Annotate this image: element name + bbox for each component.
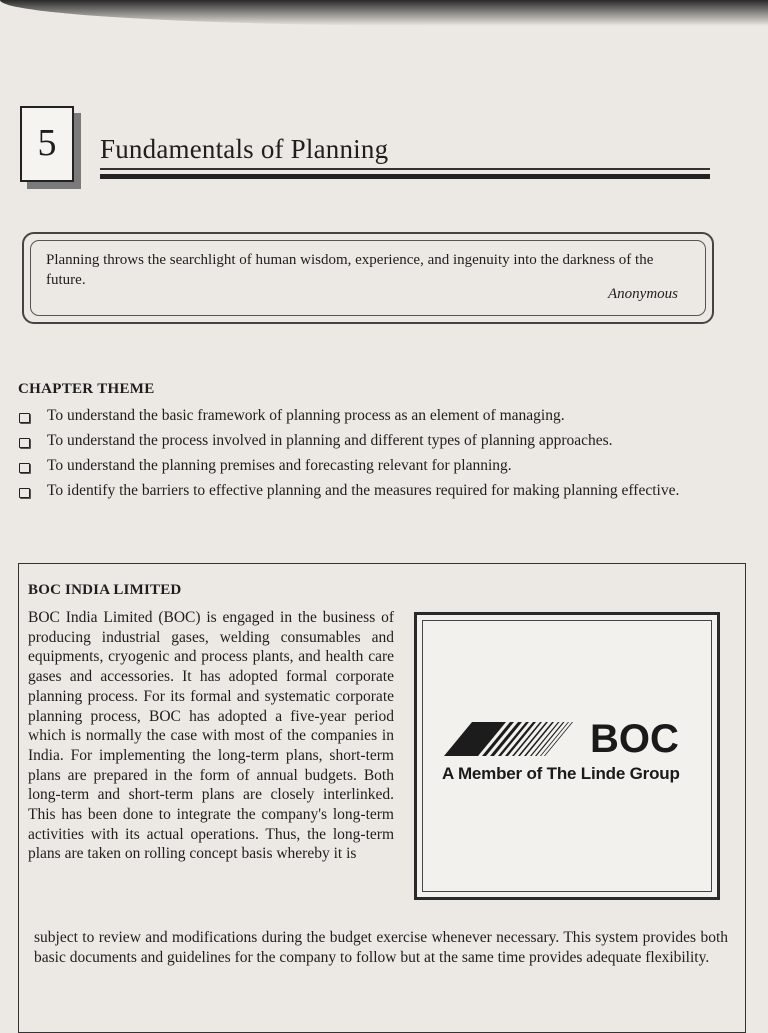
boc-stripes-icon [444,722,580,756]
chapter-title: Fundamentals of Planning [100,134,389,164]
theme-item [18,481,724,501]
theme-item-text: To understand the planning premises and forecasting relevant for planning. [47,457,512,474]
checkbox-bullet-icon [19,413,30,423]
quote-text: Planning throws the searchlight of human wisdom, experience, and ingenuity into the darkness of the future. [46,252,654,288]
theme-item [18,431,724,451]
quote-author: Anonymous [608,286,678,302]
title-rule-thin [100,168,710,170]
case-paragraph-bottom: subject to review and modifications during the budget exercise whenever necessary. This system provides both basic documents and guidelines for the company to follow but at the same time provides adequate flexibility. [34,929,728,966]
theme-item-text: To identify the barriers to effective planning and the measures required for making planning effective. [47,482,680,499]
theme-item [18,406,724,426]
checkbox-bullet-icon [19,438,30,448]
chapter-theme-list [18,406,724,506]
case-study-title: BOC INDIA LIMITED [28,582,182,598]
chapter-theme-heading: CHAPTER THEME [18,381,155,397]
title-rule-thick [100,174,710,179]
chapter-number-box: 5 [20,106,74,182]
boc-logo-word: BOC [590,717,679,761]
checkbox-bullet-icon [19,488,30,498]
boc-logo-tagline: A Member of The Linde Group [442,764,680,783]
theme-item-text: To understand the basic framework of planning process as an element of managing. [47,407,565,424]
theme-item-text: To understand the process involved in planning and different types of planning approaches. [47,432,613,449]
case-paragraph-top: BOC India Limited (BOC) is engaged in the business of producing industrial gases, welding consumables and equipments, cryogenic and process plants, and health care gases and accessories. It has adopted formal corporate planning process. For its formal and systematic corporate planning process, BOC has adopted a five-year period which is normally the case with most of the companies in India. For implementing the long-term plans, short-term plans are prepared in the form of annual budgets. Both long-term and short-term plans are closely interlinked. This has been done to integrate the company's long-term activities with its actual operations. Thus, the long-term plans are taken on rolling concept basis whereby it is [28,609,394,863]
checkbox-bullet-icon [19,463,30,473]
theme-item [18,456,724,476]
page-edge-shadow [0,0,768,26]
